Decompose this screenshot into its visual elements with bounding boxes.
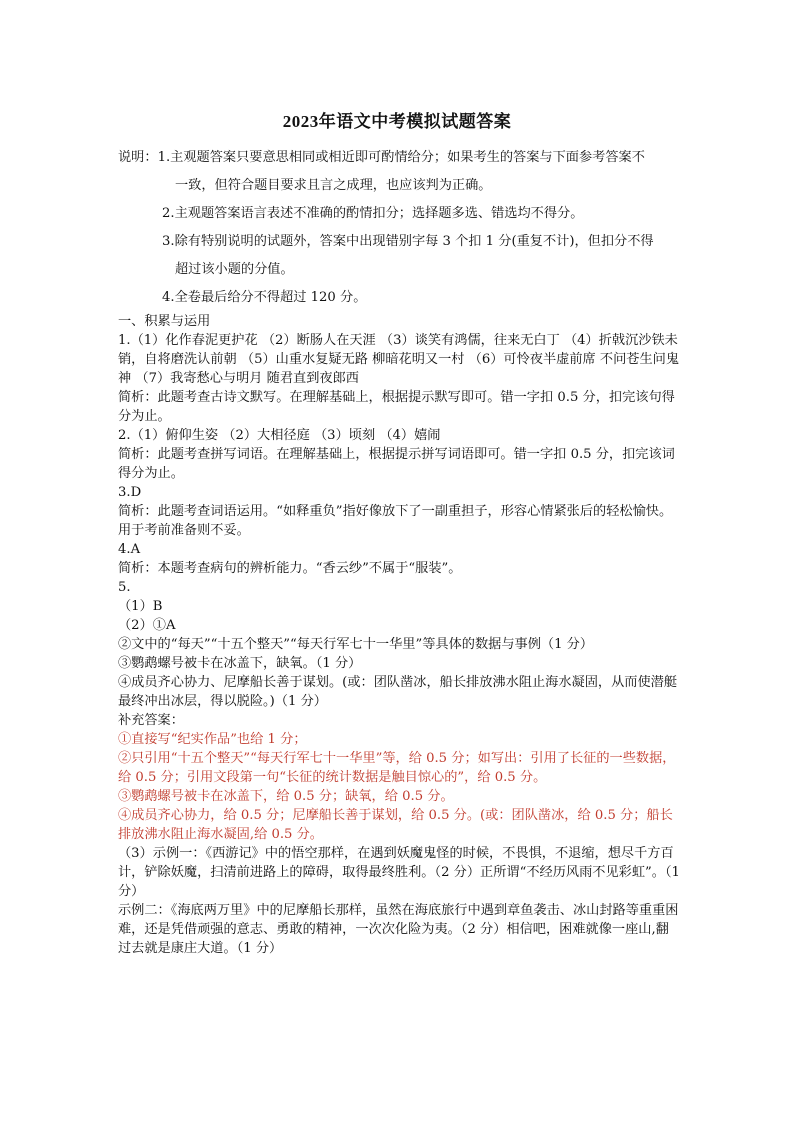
q4-answer: 4.A: [118, 542, 141, 557]
q4-analysis: 简析：本题考查病句的辨析能力。“香云纱”不属于“服装”。: [118, 561, 462, 576]
note-label: 说明：: [118, 150, 158, 165]
q1-answer: 1.（1）化作春泥更护花 （2）断肠人在天涯 （3）谈笑有鸿儒，往来无白丁 （4）折戟沉沙铁未销，自将磨洗认前朝 （5）山重水复疑无路 柳暗花明又一村 （6）可怜夜半虚前席 不问苍生问鬼神 （7）我寄愁心与明月 随君直到夜郎西: [118, 333, 680, 386]
document-body: [118, 144, 680, 958]
q5-number: 5.: [118, 580, 131, 595]
q5-part2d: ④成员齐心协力、尼摩船长善于谋划。(或：团队凿冰，船长排放沸水阻止海水凝固，从而使潜艇最终冲出冰层，得以脱险。)（1 分）: [118, 675, 678, 709]
q2-analysis: 简析：此题考查拼写词语。在理解基础上，根据提示拼写词语即可。错一字扣 0.5 分，扣完该词得分为止。: [118, 447, 675, 481]
supplement-1: ①直接写“纪实作品”也给 1 分；: [118, 732, 307, 747]
q5-part3-example2: 示例二：《海底两万里》中的尼摩船长那样，虽然在海底旅行中遇到章鱼袭击、冰山封路等重重困难，还是凭借顽强的意志、勇敢的精神，一次次化险为夷。（2 分）相信吧，困难就像一座山,翻过去就是康庄大道。（1 分）: [118, 903, 679, 956]
note-1a-text: 1.主观题答案只要意思相同或相近即可酌情给分；如果考生的答案与下面参考答案不: [157, 150, 645, 165]
supplement-label: 补充答案：: [118, 713, 184, 728]
q5-part2c: ③鹦鹉螺号被卡在冰盖下，缺氧。（1 分）: [118, 656, 362, 671]
section-heading: 一、积累与运用: [118, 314, 211, 329]
q3-analysis: 简析：此题考查词语运用。“如释重负”指好像放下了一副重担子，形容心情紧张后的轻松愉快。用于考前准备则不妥。: [118, 504, 673, 538]
supplement-2: ②只引用“十五个整天”“每天行军七十一华里”等，给 0.5 分；如写出：引用了长征的一些数据，给 0.5 分；引用文段第一句“长征的统计数据是触目惊心的”，给 0.5 分。: [118, 751, 676, 785]
q3-answer: 3.D: [118, 485, 142, 500]
q5-part2b: ②文中的“每天”“十五个整天”“每天行军七十一华里”等具体的数据与事例（1 分）: [118, 637, 594, 652]
q5-part2: （2）①A: [118, 618, 176, 633]
note-2: 2.主观题答案语言表述不准确的酌情扣分；选择题多选、错选均不得分。: [162, 206, 584, 221]
note-1a: [118, 144, 680, 172]
note-4: 4.全卷最后给分不得超过 120 分。: [162, 290, 367, 305]
note-1b: 一致，但符合题目要求且言之成理，也应该判为正确。: [175, 178, 492, 193]
q2-answer: 2.（1）俯仰生姿 （2）大相径庭 （3）顷刻 （4）嬉闹: [118, 428, 441, 443]
page-title: 2023年语文中考模拟试题答案: [282, 112, 512, 131]
note-3b: 超过该小题的分值。: [175, 262, 294, 277]
supplement-3: ③鹦鹉螺号被卡在冰盖下，给 0.5 分；缺氧，给 0.5 分。: [118, 789, 454, 804]
note-3a: 3.除有特别说明的试题外，答案中出现错别字每 3 个扣 1 分(重复不计)，但扣分不得: [162, 234, 654, 249]
q1-analysis: 简析：此题考查古诗文默写。在理解基础上，根据提示默写即可。错一字扣 0.5 分，扣完该句得分为止。: [118, 390, 675, 424]
supplement-4: ④成员齐心协力，给 0.5 分；尼摩船长善于谋划，给 0.5 分。(或：团队凿冰，给 0.5 分；船长排放沸水阻止海水凝固,给 0.5 分。: [118, 808, 673, 842]
q5-part3: （3）示例一：《西游记》中的悟空那样，在遇到妖魔鬼怪的时候，不畏惧，不退缩，想尽千方百计，铲除妖魔，扫清前进路上的障碍，取得最终胜利。（2 分）正所谓“不经历风雨不见彩虹”。（1 分）: [118, 846, 680, 899]
q5-part1: （1）B: [118, 599, 163, 614]
